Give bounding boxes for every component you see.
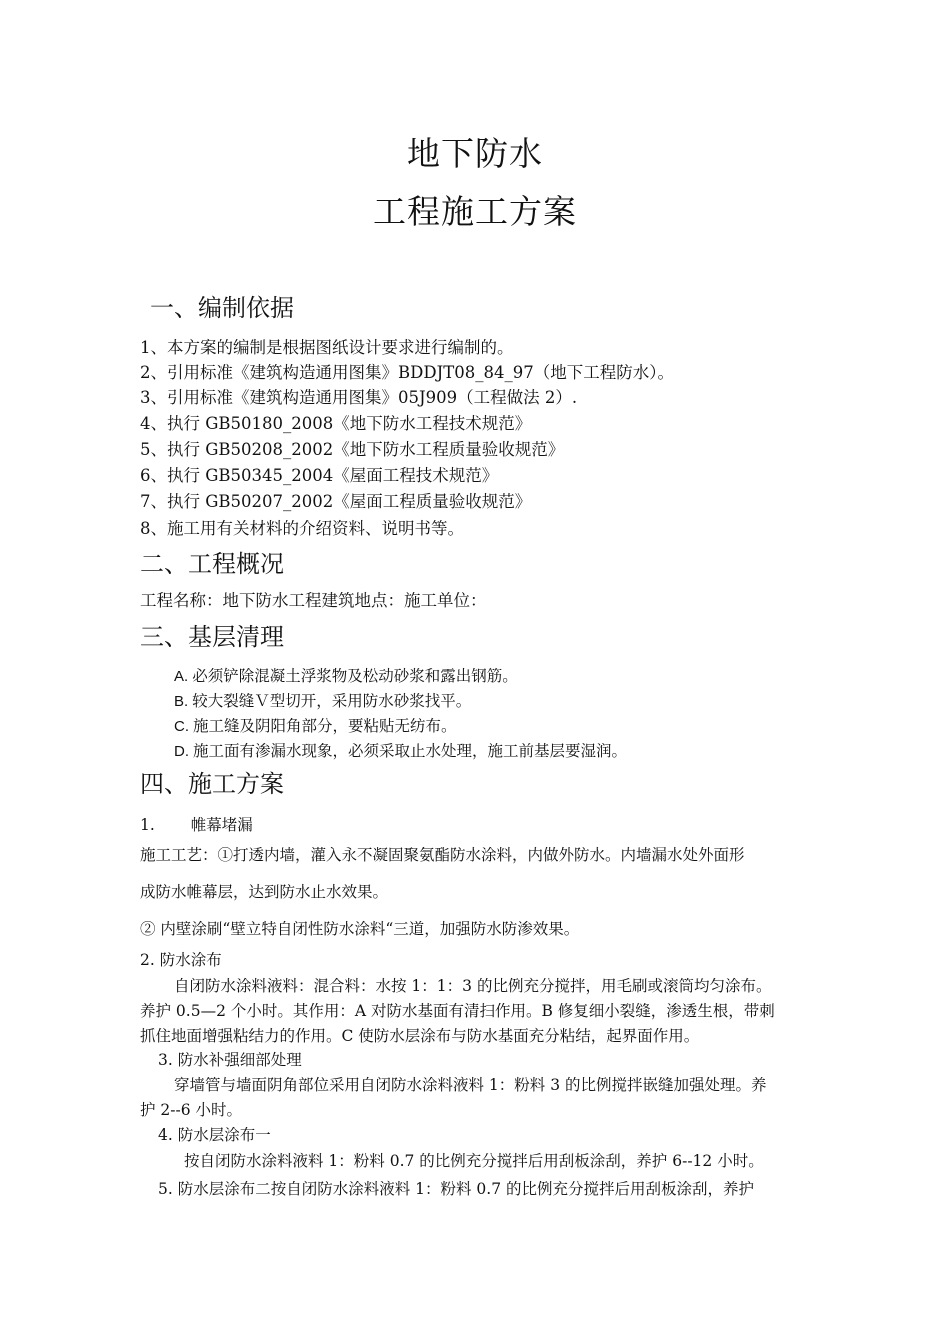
section1-item: 3、引用标准《建筑构造通用图集》05J909（工程做法 2）. [140, 388, 578, 407]
cleanup-item-text: 较大裂缝Ｖ型切开，采用防水砂浆找平。 [192, 692, 472, 710]
paragraph-line: 护 2--6 小时。 [140, 1101, 243, 1119]
cleanup-item-text: 施工面有渗漏水现象，必须采取止水处理，施工前基层要湿润。 [193, 742, 628, 760]
subsection-title: 3. 防水补强细部处理 [158, 1051, 302, 1069]
section2-heading: 二、工程概况 [140, 550, 284, 578]
section1-item: 8、施工用有关材料的介绍资料、说明书等。 [140, 519, 464, 538]
section1-item: 7、执行 GB50207_2002《屋面工程质量验收规范》 [140, 492, 532, 511]
cleanup-item-marker: B. [174, 693, 189, 710]
section1-item: 2、引用标准《建筑构造通用图集》BDDJT08_84_97（地下工程防水）。 [140, 363, 674, 382]
paragraph-line: 按自闭防水涂料液料 1：粉料 0.7 的比例充分搅拌后用刮板涂刮，养护 6--12 小时。 [184, 1152, 764, 1170]
paragraph-line: 自闭防水涂料液料：混合料：水按 1：1：3 的比例充分搅拌，用毛刷或滚筒均匀涂布。 [174, 977, 772, 995]
paragraph-line: ② 内壁涂刷“壁立特自闭性防水涂料“三道，加强防水防渗效果。 [140, 920, 580, 938]
section1-item: 6、执行 GB50345_2004《屋面工程技术规范》 [140, 466, 499, 485]
subsection-title: 4. 防水层涂布一 [158, 1126, 271, 1144]
paragraph-line: 抓住地面增强粘结力的作用。C 使防水层涂布与防水基面充分粘结，起界面作用。 [140, 1027, 700, 1045]
section3-heading: 三、基层清理 [140, 623, 284, 651]
section1-heading: 一、编制依据 [150, 294, 294, 322]
paragraph-line: 成防水帷幕层，达到防水止水效果。 [140, 883, 389, 901]
document-title-line1: 地下防水 [407, 134, 543, 173]
cleanup-item-marker: A. [174, 668, 189, 685]
cleanup-item-text: 必须铲除混凝土浮浆物及松动砂浆和露出钢筋。 [192, 667, 518, 685]
project-overview-text: 工程名称：地下防水工程建筑地点：施工单位： [140, 591, 487, 610]
subsection-marker: 1. [140, 816, 155, 834]
cleanup-item-marker: C. [174, 718, 189, 735]
section4-heading: 四、施工方案 [140, 770, 284, 798]
cleanup-item-text: 施工缝及阴阳角部分，要粘贴无纺布。 [193, 717, 457, 735]
cleanup-item [174, 664, 518, 686]
subsection-title-text: 帷幕堵漏 [190, 816, 253, 834]
document-title-line2: 工程施工方案 [373, 192, 577, 231]
cleanup-item-marker: D. [174, 743, 189, 760]
subsection-title [140, 813, 253, 835]
paragraph-line: 穿墙管与墙面阴角部位采用自闭防水涂料液料 1：粉料 3 的比例搅拌嵌缝加强处理。养 [174, 1076, 767, 1094]
paragraph-line: 5. 防水层涂布二按自闭防水涂料液料 1：粉料 0.7 的比例充分搅拌后用刮板涂刮，养护 [158, 1180, 755, 1198]
paragraph-line: 养护 0.5—2 个小时。其作用：A 对防水基面有清扫作用。B 修复细小裂缝，渗透生根，带刺 [140, 1002, 775, 1020]
cleanup-item [174, 714, 457, 736]
cleanup-item [174, 689, 471, 711]
section1-item: 4、执行 GB50180_2008《地下防水工程技术规范》 [140, 414, 532, 433]
section1-item: 5、执行 GB50208_2002《地下防水工程质量验收规范》 [140, 440, 565, 459]
paragraph-line: 施工工艺：①打透内墙，灌入永不凝固聚氨酯防水涂料，内做外防水。内墙漏水处外面形 [140, 846, 745, 864]
cleanup-item [174, 739, 627, 761]
subsection-title: 2. 防水涂布 [140, 951, 222, 969]
section1-item: 1、本方案的编制是根据图纸设计要求进行编制的。 [140, 338, 514, 357]
